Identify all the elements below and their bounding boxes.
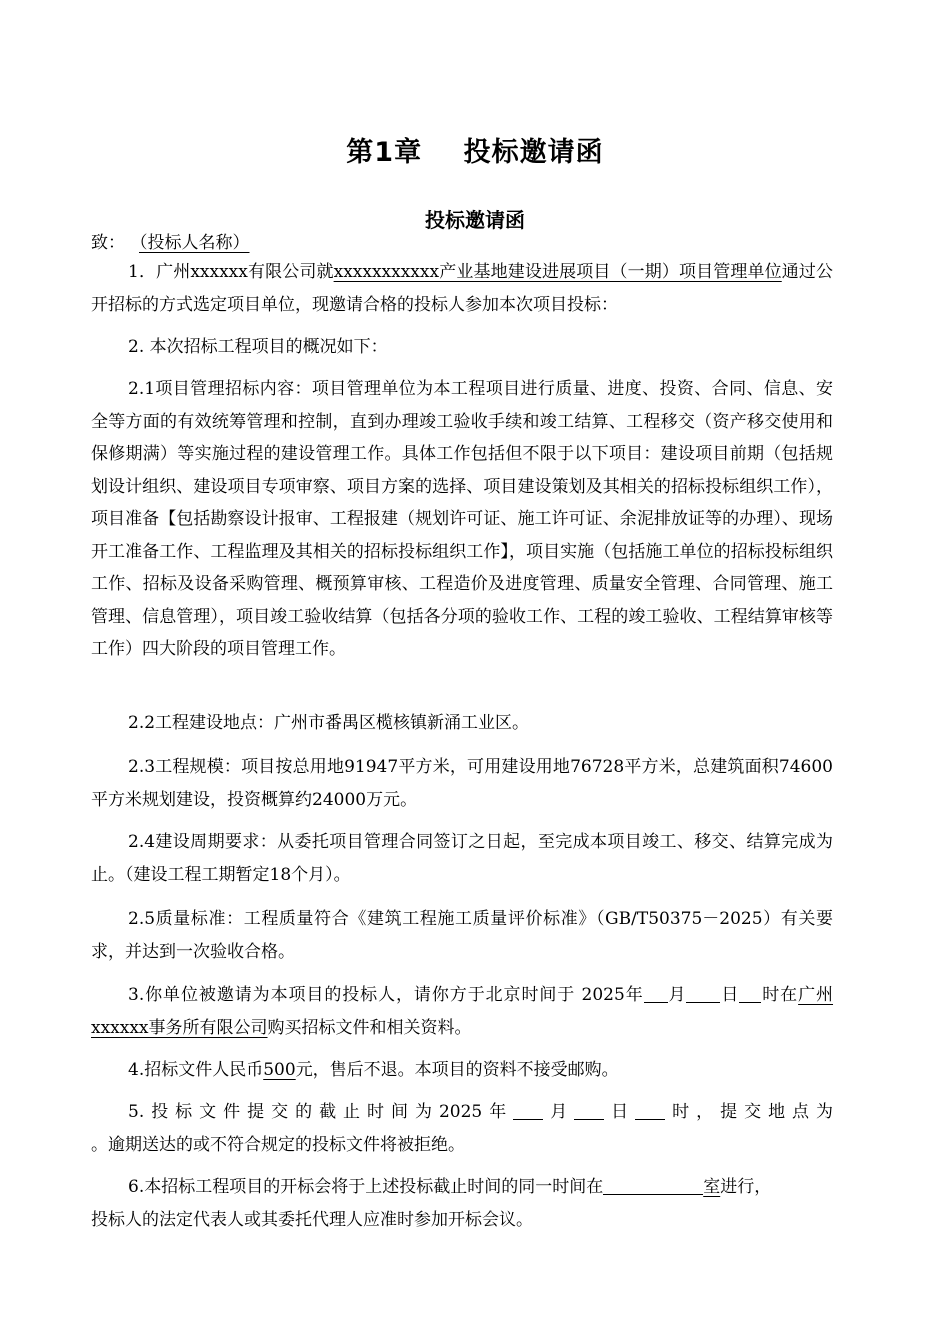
p4-text-1: 4.招标文件人民币 [128, 1060, 264, 1080]
p6-room: 室 [703, 1177, 721, 1197]
paragraph-2 [91, 331, 833, 364]
addressee-line [91, 230, 276, 256]
p6-text-2: 进行， [720, 1177, 772, 1197]
p5-month: 月 [543, 1102, 575, 1122]
vendor-place: 广州xxxxxx事务所有限公司 [91, 985, 834, 1038]
p3-hour-blank[interactable] [739, 984, 761, 1003]
p5-hour-blank[interactable] [635, 1101, 665, 1120]
paragraph-2-3 [91, 751, 833, 816]
p3-text-1: 3.你单位被邀请为本项目的投标人，请你方于北京时间于 2025年 [128, 985, 644, 1005]
p3-day: 日 [720, 985, 740, 1005]
document-fee: 500 [263, 1060, 296, 1080]
p3-hour: 时 [761, 985, 781, 1005]
paragraph-6 [91, 1171, 833, 1236]
p2-1-text: 2.1项目管理招标内容：项目管理单位为本工程项目进行质量、进度、投资、合同、信息、安全等方面的有效统筹管理和控制，直到办理竣工验收手续和竣工结算、工程移交（资产移交使用和保修期满）等实施过程的建设管理工作。具体工作包括但不限于以下项目：建设项目前期（包括规划设计组织、建设项目专项审察、项目方案的选择、项目建设策划及其相关的招标投标组织工作），项目准备【包括勘察设计报审、工程报建（规划许可证、施工许可证、余泥排放证等的办理）、现场开工准备工作、工程监理及其相关的招标投标组织工作】，项目实施（包括施工单位的招标投标组织工作、招标及设备采购管理、概预算审核、工程造价及进度管理、质量安全管理、合同管理、施工管理、信息管理），项目竣工验收结算（包括各分项的验收工作、工程的竣工验收、工程结算审核等工作）四大阶段的项目管理工作。 [91, 379, 833, 659]
paragraph-2-2 [91, 707, 833, 740]
p5-day: 日 [604, 1102, 636, 1122]
p6-text-3: 投标人的法定代表人或其委托代理人应准时参加开标会议。 [91, 1209, 533, 1230]
p3-month: 月 [667, 985, 687, 1005]
p1-suffix: 通过公开招标的方式选定项目单位，现邀请合格的投标人参加本次项目投标： [91, 262, 834, 315]
paragraph-2-5 [91, 903, 833, 968]
p2-text: 2. 本次招标工程项目的概况如下： [128, 337, 388, 357]
p6-text-1: 6.本招标工程项目的开标会将于上述投标截止时间的同一时间在 [128, 1177, 604, 1197]
paragraph-1 [91, 256, 833, 321]
p3-at: 在 [780, 985, 799, 1005]
chapter-title: 第1章 投标邀请函 [346, 137, 604, 168]
section-title: 投标邀请函 [425, 208, 525, 232]
p1-prefix: 1．广州xxxxxx有限公司就 [128, 262, 334, 282]
p2-3-text: 2.3工程规模：项目按总用地91947平方米，可用建设用地76728平方米，总建筑面积74600平方米规划建设，投资概算约24000万元。 [91, 757, 833, 810]
p2-2-text: 2.2工程建设地点：广州市番禺区榄核镇新涌工业区。 [128, 713, 530, 733]
addressee-label: 致： [91, 233, 125, 253]
addressee-value: （投标人名称） [139, 233, 250, 253]
p5-month-blank[interactable] [513, 1101, 543, 1120]
p2-5-text: 2.5质量标准：工程质量符合《建筑工程施工质量评价标准》（GB/T50375－2025）有关要求，并达到一次验收合格。 [91, 909, 833, 962]
paragraph-3 [91, 979, 833, 1044]
p5-text-2: 。逾期送达的或不符合规定的投标文件将被拒绝。 [91, 1134, 465, 1155]
paragraph-2-1 [91, 373, 833, 666]
p4-text-2: 元，售后不退。本项目的资料不接受邮购。 [295, 1060, 619, 1080]
paragraph-4 [91, 1054, 833, 1087]
project-name: xxxxxxxxxxx产业基地建设进展项目（一期）项目管理单位 [333, 262, 782, 282]
p3-text-2: 购买招标文件和相关资料。 [267, 1017, 472, 1038]
p6-room-blank[interactable] [603, 1176, 703, 1195]
p5-hour: 时，提交地点为 [665, 1102, 834, 1122]
paragraph-2-4 [91, 826, 833, 891]
paragraph-5 [91, 1096, 833, 1161]
p2-4-text: 2.4建设周期要求：从委托项目管理合同签订之日起，至完成本项目竣工、移交、结算完成为止。（建设工程工期暂定18个月）。 [91, 832, 833, 885]
p5-day-blank[interactable] [574, 1101, 604, 1120]
p3-month-blank[interactable] [644, 984, 668, 1003]
p3-day-blank[interactable] [686, 984, 720, 1003]
p5-text-1: 5.投标文件提交的截止时间为2025年 [128, 1102, 514, 1122]
